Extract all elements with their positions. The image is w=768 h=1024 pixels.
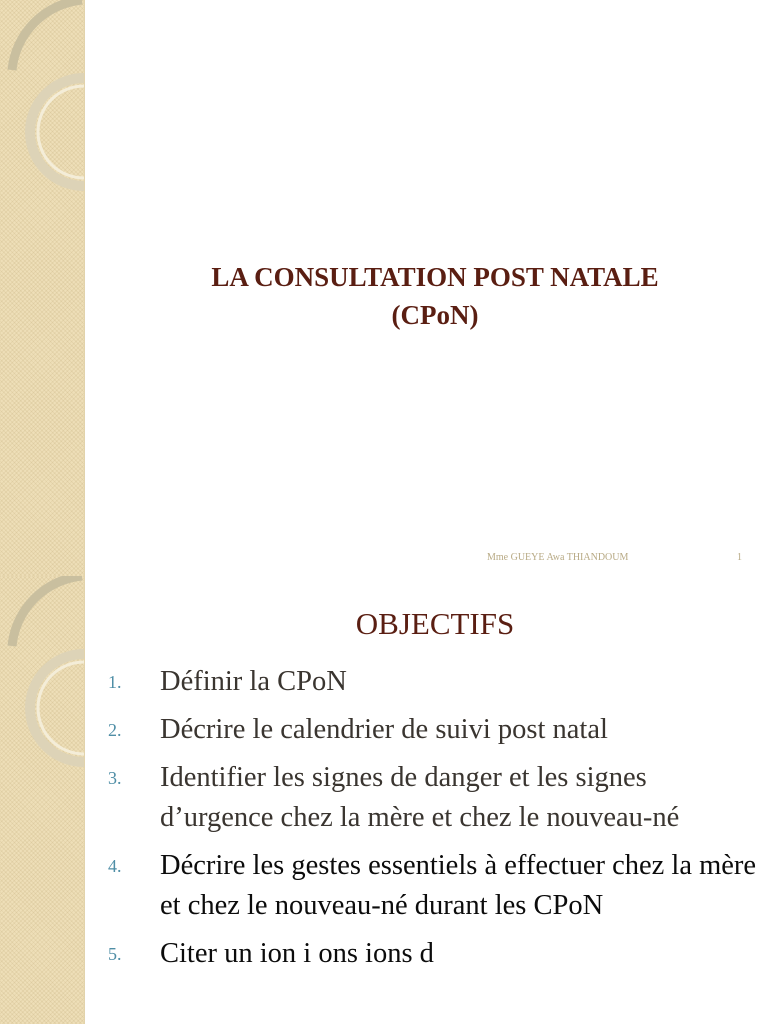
decorative-rings-icon <box>0 576 84 1024</box>
slide-title-text <box>120 258 750 334</box>
list-number: 1. <box>108 672 122 692</box>
slide-heading: OBJECTIFS <box>355 606 515 641</box>
list-item-text: Citer un ion i ons ions d <box>160 938 434 969</box>
list-item <box>108 710 758 750</box>
list-item-text: Définir la CPoN <box>160 666 347 697</box>
footer-author: Mme GUEYE Awa THIANDOUM <box>487 552 629 563</box>
title-line-2: (CPoN) <box>391 300 479 330</box>
list-item <box>108 934 758 974</box>
list-item <box>108 758 758 838</box>
list-number: 5. <box>108 944 122 964</box>
list-number: 2. <box>108 720 122 740</box>
objectives-list <box>108 662 758 982</box>
list-number: 3. <box>108 768 122 788</box>
title-line-1: LA CONSULTATION POST NATALE <box>211 262 659 292</box>
list-item-text: Identifier les signes de danger et les signes d’urgence chez la mère et chez le nouveau-né <box>160 762 680 833</box>
decorative-side-band <box>0 0 85 576</box>
decorative-rings-icon <box>0 0 84 576</box>
list-item <box>108 846 758 926</box>
list-number: 4. <box>108 856 122 876</box>
footer-page-number: 1 <box>737 552 742 563</box>
list-item-text: Décrire les gestes essentiels à effectuer chez la mère et chez le nouveau-né durant les CPoN <box>160 850 757 921</box>
decorative-side-band <box>0 576 85 1024</box>
list-item-text: Décrire le calendrier de suivi post natal <box>160 714 608 745</box>
list-item <box>108 662 758 702</box>
slide-objectives <box>0 576 768 1024</box>
